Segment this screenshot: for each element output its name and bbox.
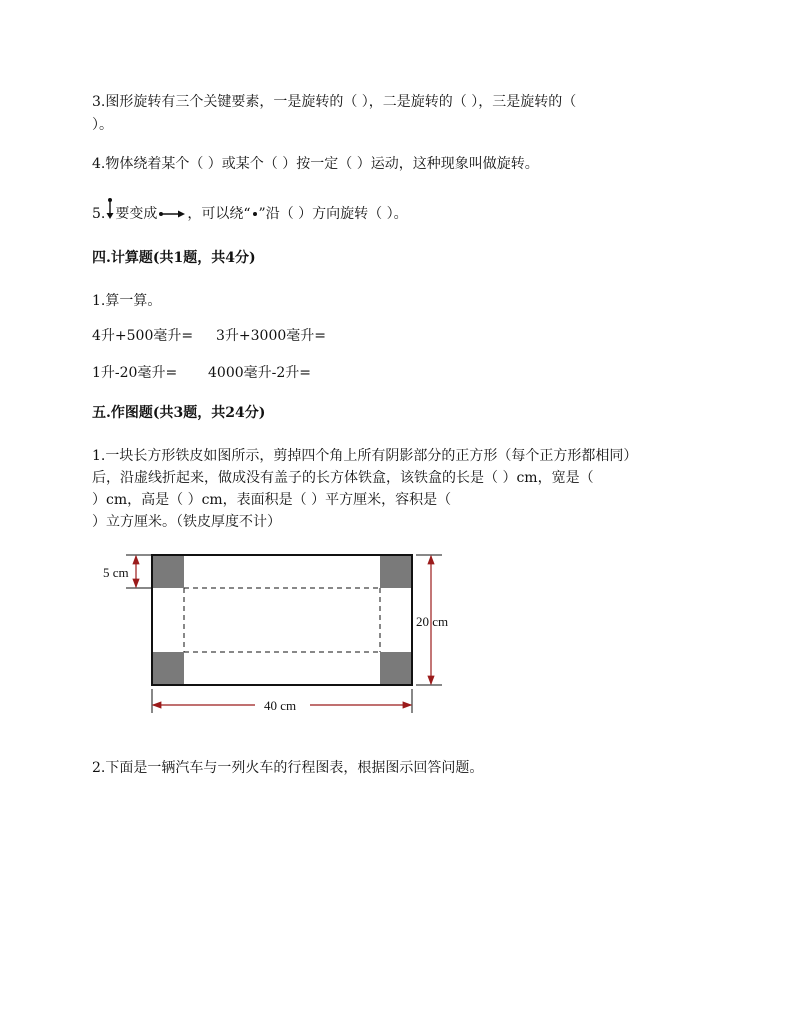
question-4-text: 4.物体绕着某个（ ）或某个（ ）按一定（ ）运动，这种现象叫做旋转。 [92, 156, 539, 172]
question-5-number: 5. [92, 206, 106, 222]
question-3-text: 3.图形旋转有三个关键要素，一是旋转的（ ），二是旋转的（ ），三是旋转的（ [92, 94, 577, 110]
section-4-title: 四.计算题(共1题，共4分) [92, 250, 256, 266]
corner-square-top-right [380, 555, 412, 588]
sheet-outline [152, 555, 412, 685]
question-3-continuation [92, 114, 113, 136]
corner-size-label: 5 cm [103, 565, 129, 580]
question-3 [92, 91, 576, 113]
question-3-cont-text: ）。 [92, 117, 113, 133]
calc-row-2 [92, 362, 311, 384]
calc-row-1 [92, 325, 326, 347]
corner-square-bottom-right [380, 652, 412, 685]
vertical-arrow-icon [105, 197, 115, 223]
question-5-text-b: ，可以绕“ [187, 206, 251, 222]
question-5-text-a: 要变成 [115, 206, 158, 222]
rotation-point-icon [251, 209, 259, 219]
question-5 [92, 203, 408, 225]
horizontal-arrow-icon [157, 209, 187, 219]
height-label: 20 cm [416, 614, 449, 629]
s5-q1-line-4: ）立方厘米。（铁皮厚度不计） [92, 514, 281, 530]
sheet-figure [90, 545, 470, 725]
s5-q1-line-2: 后，沿虚线折起来，做成没有盖子的长方体铁盒，该铁盒的长是（ ）cm，宽是（ [92, 470, 594, 486]
calc-item: 3升+3000毫升= [216, 328, 326, 344]
section-5-title: 五.作图题(共3题，共24分) [92, 405, 266, 421]
calc-item: 4升+500毫升= [92, 328, 194, 344]
corner-dimension [126, 555, 152, 588]
corner-square-top-left [152, 555, 184, 588]
question-5-text-c: ”沿（ ）方向旋转（ ）。 [258, 206, 408, 222]
corner-square-bottom-left [152, 652, 184, 685]
width-label: 40 cm [264, 698, 297, 713]
calc-item: 4000毫升-2升= [208, 365, 311, 381]
calc-item: 1升-20毫升= [92, 365, 178, 381]
question-4 [92, 153, 539, 175]
s5-q1-line-3: ）cm，高是（ ）cm，表面积是（ ）平方厘米，容积是（ [92, 492, 452, 508]
s5-question-2: 2.下面是一辆汽车与一列火车的行程图表，根据图示回答问题。 [92, 760, 484, 776]
section-4-question-1: 1.算一算。 [92, 293, 162, 309]
s5-q1-line-1: 1.一块长方形铁皮如图所示，剪掉四个角上所有阴影部分的正方形（每个正方形都相同） [92, 448, 638, 464]
fold-lines [184, 588, 380, 652]
